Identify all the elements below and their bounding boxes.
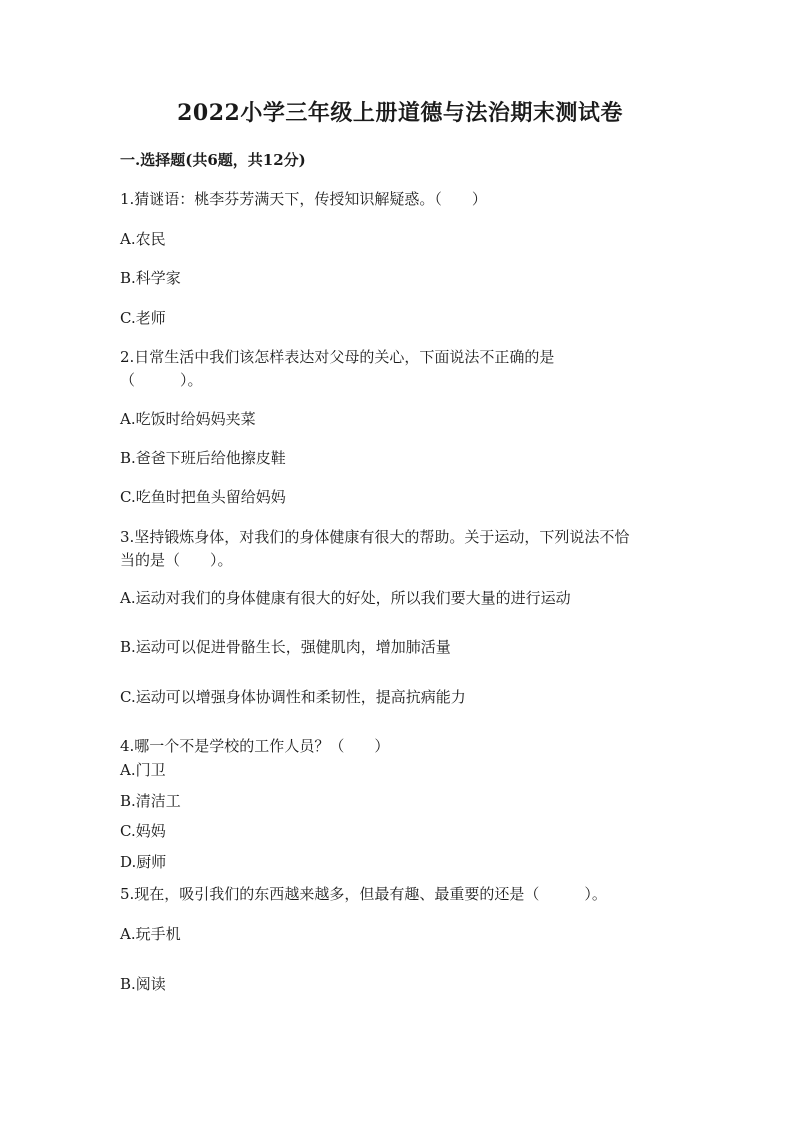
question-2-option-c: C.吃鱼时把鱼头留给妈妈 [120,488,286,506]
question-2-stem-line-1: 2.日常生活中我们该怎样表达对父母的关心，下面说法不正确的是 [120,348,555,366]
question-1-option-c: C.老师 [120,309,166,327]
question-4-option-d: D.厨师 [120,853,167,871]
question-4-stem: 4.哪一个不是学校的工作人员？（ ） [120,737,390,755]
question-3-option-b: B.运动可以促进骨骼生长，强健肌肉，增加肺活量 [120,638,451,656]
question-1-option-b: B.科学家 [120,269,181,287]
page-title: 2022小学三年级上册道德与法治期末测试卷 [177,100,623,126]
question-2-option-b: B.爸爸下班后给他擦皮鞋 [120,449,286,467]
question-3-stem-line-1: 3.坚持锻炼身体，对我们的身体健康有很大的帮助。关于运动，下列说法不恰 [120,528,630,546]
question-2-option-a: A.吃饭时给妈妈夹菜 [120,410,256,428]
question-4-option-a: A.门卫 [120,761,166,779]
question-1-stem: 1.猜谜语：桃李芬芳满天下，传授知识解疑惑。（ ） [120,190,487,208]
question-4-option-c: C.妈妈 [120,822,166,840]
question-5-option-b: B.阅读 [120,975,166,993]
question-1-option-a: A.农民 [120,230,166,248]
question-4-option-b: B.清洁工 [120,792,181,810]
question-3-option-c: C.运动可以增强身体协调性和柔韧性，提高抗病能力 [120,688,466,706]
question-5-option-a: A.玩手机 [120,925,181,943]
question-5-stem: 5.现在，吸引我们的东西越来越多，但最有趣、最重要的还是（ ）。 [120,885,607,903]
question-3-option-a: A.运动对我们的身体健康有很大的好处，所以我们要大量的进行运动 [120,589,571,607]
question-3-stem-line-2: 当的是（ ）。 [120,551,233,569]
section-heading: 一.选择题(共6题，共12分) [120,151,306,169]
question-2-stem-line-2: （ ）。 [120,371,203,389]
